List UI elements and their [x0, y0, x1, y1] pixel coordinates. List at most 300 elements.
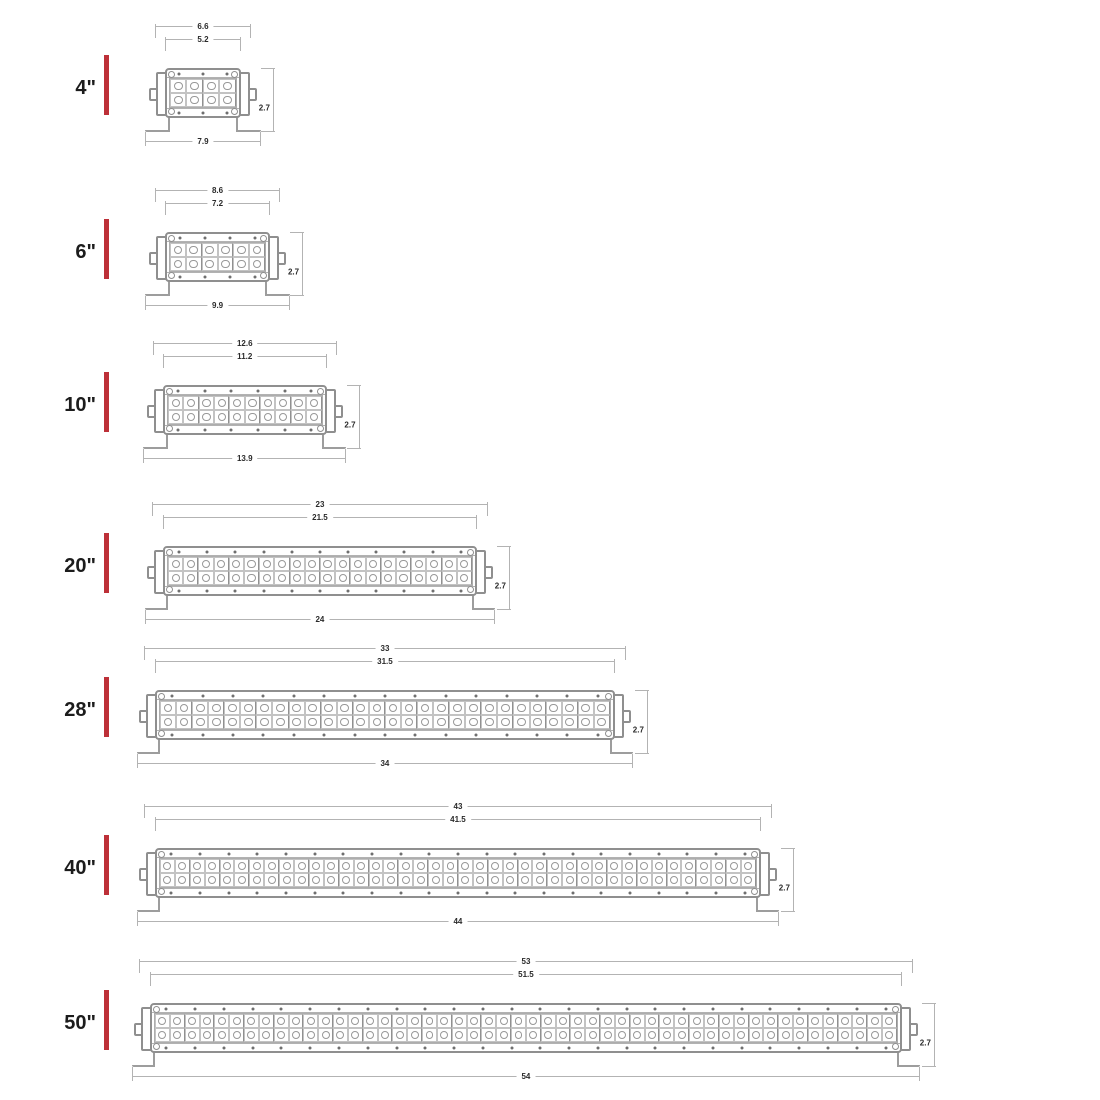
led-cell: [333, 1014, 348, 1028]
led-icon: [264, 399, 272, 407]
led-icon: [415, 574, 423, 582]
led-icon: [308, 704, 317, 713]
led-icon: [178, 876, 186, 884]
frame-bolt-icon: [399, 852, 402, 855]
led-icon: [517, 718, 526, 727]
dim-overall-width-value: 9.9: [207, 301, 228, 310]
led-cell: [726, 873, 741, 887]
frame-bolt-icon: [313, 891, 316, 894]
led-cell: [562, 701, 578, 715]
led-icon: [461, 876, 469, 884]
corner-screw-icon: [166, 425, 173, 432]
led-cell: [214, 410, 229, 424]
led-lens-grid: [167, 395, 323, 425]
frame-bolt-icon: [459, 589, 462, 592]
frame-bolt-icon: [740, 1007, 743, 1010]
led-cell: [704, 1014, 719, 1028]
led-lens-grid: [167, 556, 473, 586]
dim-tick: [494, 610, 495, 624]
led-cell: [407, 1028, 422, 1042]
led-cell: [467, 1028, 482, 1042]
frame-bolt-icon: [342, 852, 345, 855]
led-cell: [592, 859, 607, 873]
led-icon: [196, 704, 205, 713]
led-icon: [453, 718, 462, 727]
led-icon: [730, 862, 738, 870]
frame-bolt-icon: [323, 694, 326, 697]
led-icon: [244, 718, 253, 727]
bottom-frame-strip: [167, 272, 268, 280]
frame-bolt-icon: [485, 891, 488, 894]
frame-bolt-icon: [370, 852, 373, 855]
frame-bolt-icon: [714, 891, 717, 894]
dim-overall-width-line: [143, 454, 346, 464]
led-icon: [618, 1017, 626, 1025]
led-cell: [457, 557, 472, 571]
led-cell: [274, 1028, 289, 1042]
led-cell: [175, 873, 190, 887]
led-icon: [767, 1017, 775, 1025]
dim-tick: [635, 690, 649, 691]
dim-height-line: [919, 1003, 935, 1067]
dim-overall-width-line: [137, 917, 779, 927]
frame-bolt-icon: [353, 733, 356, 736]
led-icon: [218, 413, 226, 421]
led-cell: [289, 1028, 304, 1042]
frame-bolt-icon: [198, 891, 201, 894]
led-cell: [398, 859, 413, 873]
frame-bolt-icon: [414, 694, 417, 697]
led-cell: [208, 715, 224, 729]
frame-bolt-icon: [178, 275, 181, 278]
led-cell: [726, 859, 741, 873]
led-cell: [289, 1014, 304, 1028]
corner-screw-icon: [892, 1043, 899, 1050]
led-icon: [263, 560, 271, 568]
led-cell: [256, 701, 272, 715]
led-cell: [214, 1014, 229, 1028]
frame-bolt-icon: [383, 733, 386, 736]
led-cell: [401, 701, 417, 715]
led-cell: [305, 571, 320, 585]
frame-bolt-icon: [481, 1046, 484, 1049]
led-icon: [700, 876, 708, 884]
led-icon: [476, 862, 484, 870]
dim-tick: [152, 502, 153, 516]
dim-tick: [778, 912, 779, 926]
dim-housing-width-line: [165, 199, 270, 209]
led-cell: [426, 557, 441, 571]
light-bar-drawing: [165, 22, 270, 147]
led-icon: [164, 718, 173, 727]
frame-bolt-icon: [826, 1046, 829, 1049]
frame-bolt-icon: [284, 852, 287, 855]
led-cell: [503, 873, 518, 887]
frame-bolt-icon: [318, 550, 321, 553]
led-cell: [260, 410, 275, 424]
led-icon: [517, 704, 526, 713]
corner-screw-icon: [317, 388, 324, 395]
corner-screw-icon: [231, 71, 238, 78]
led-icon: [203, 1031, 211, 1039]
led-cell: [659, 1028, 674, 1042]
accent-tick: [104, 55, 109, 115]
led-icon: [268, 862, 276, 870]
led-cell: [219, 79, 235, 93]
frame-bolt-icon: [178, 236, 181, 239]
led-icon: [678, 1017, 686, 1025]
frame-bolt-icon: [539, 1007, 542, 1010]
led-cell: [808, 1028, 823, 1042]
led-cell: [321, 715, 337, 729]
led-cell: [190, 859, 205, 873]
led-icon: [405, 718, 414, 727]
led-cell: [306, 410, 321, 424]
led-icon: [173, 1017, 181, 1025]
dim-overall-width-line: [132, 1072, 920, 1082]
frame-bolt-icon: [743, 891, 746, 894]
corner-screw-icon: [168, 235, 175, 242]
led-cell: [290, 557, 305, 571]
frame-bolt-icon: [769, 1046, 772, 1049]
led-cell: [321, 701, 337, 715]
led-cell: [199, 396, 214, 410]
led-icon: [604, 1017, 612, 1025]
led-cell: [838, 1028, 853, 1042]
led-icon: [218, 399, 226, 407]
led-icon: [312, 876, 320, 884]
led-cell: [383, 859, 398, 873]
led-icon: [221, 260, 230, 269]
led-icon: [278, 574, 286, 582]
led-cell: [353, 715, 369, 729]
led-icon: [663, 1017, 671, 1025]
led-icon: [164, 704, 173, 713]
led-cell: [734, 1014, 749, 1028]
frame-bolt-icon: [225, 72, 228, 75]
dim-tick: [261, 131, 275, 132]
led-icon: [357, 862, 365, 870]
frame-bolt-icon: [424, 1007, 427, 1010]
dim-height-line: [494, 546, 510, 610]
led-lens-grid: [169, 78, 237, 108]
frame-bolt-icon: [257, 428, 260, 431]
led-icon: [205, 246, 214, 255]
led-icon: [841, 1017, 849, 1025]
led-icon: [415, 560, 423, 568]
led-icon: [354, 560, 362, 568]
led-icon: [268, 876, 276, 884]
led-icon: [253, 260, 262, 269]
dim-height-value: 2.7: [258, 103, 270, 113]
led-cell: [398, 873, 413, 887]
frame-bolt-icon: [383, 694, 386, 697]
led-icon: [533, 718, 542, 727]
led-cell: [233, 243, 249, 257]
top-frame-strip: [157, 850, 759, 858]
dim-tick: [771, 804, 772, 818]
led-cell: [428, 873, 443, 887]
frame-bolt-icon: [456, 852, 459, 855]
corner-screw-icon: [605, 693, 612, 700]
dim-tick: [487, 502, 488, 516]
led-cell: [711, 859, 726, 873]
led-icon: [247, 560, 255, 568]
dim-bolt-width-value: 53: [517, 957, 536, 966]
led-icon: [233, 1031, 241, 1039]
led-icon: [208, 876, 216, 884]
led-cell: [354, 873, 369, 887]
frame-bolt-icon: [206, 550, 209, 553]
led-icon: [324, 704, 333, 713]
light-bar-drawing: [163, 500, 506, 625]
led-cell: [244, 557, 259, 571]
frame-bolt-icon: [431, 550, 434, 553]
frame-bolt-icon: [571, 852, 574, 855]
led-icon: [324, 718, 333, 727]
led-cell: [192, 701, 208, 715]
dim-housing-width-value: 51.5: [513, 970, 539, 979]
led-icon: [485, 1017, 493, 1025]
dim-height-line: [344, 385, 360, 449]
led-cell: [546, 701, 562, 715]
led-cell: [160, 873, 175, 887]
dim-bolt-width-line: [139, 957, 913, 967]
led-cell: [305, 701, 321, 715]
bottom-frame-strip: [165, 425, 325, 433]
size-label: 50": [64, 1012, 96, 1034]
led-icon: [715, 876, 723, 884]
led-icon: [411, 1017, 419, 1025]
frame-bolt-icon: [628, 852, 631, 855]
led-cell: [369, 873, 384, 887]
led-cell: [244, 571, 259, 585]
led-icon: [178, 862, 186, 870]
led-icon: [253, 862, 261, 870]
led-icon: [460, 560, 468, 568]
bar-housing: [150, 1003, 902, 1053]
led-icon: [308, 574, 316, 582]
led-cell: [291, 396, 306, 410]
led-icon: [310, 413, 318, 421]
frame-bolt-icon: [201, 111, 204, 114]
led-icon: [417, 876, 425, 884]
led-icon: [163, 862, 171, 870]
led-icon: [188, 1031, 196, 1039]
led-icon: [327, 862, 335, 870]
led-cell: [615, 1014, 630, 1028]
led-cell: [452, 1014, 467, 1028]
led-cell: [205, 859, 220, 873]
led-icon: [655, 876, 663, 884]
led-icon: [248, 413, 256, 421]
frame-bolt-icon: [535, 733, 538, 736]
light-bar-drawing: [155, 802, 790, 927]
frame-bolt-icon: [370, 891, 373, 894]
led-icon: [223, 876, 231, 884]
led-icon: [811, 1017, 819, 1025]
led-icon: [476, 876, 484, 884]
led-cell: [259, 1014, 274, 1028]
led-icon: [437, 704, 446, 713]
led-icon: [283, 862, 291, 870]
led-icon: [351, 1031, 359, 1039]
led-icon: [372, 862, 380, 870]
led-cell: [185, 1014, 200, 1028]
dim-tick: [155, 188, 156, 202]
dim-bolt-width-value: 43: [449, 802, 468, 811]
frame-bolt-icon: [475, 694, 478, 697]
size-label: 28": [64, 699, 96, 721]
top-frame-strip: [167, 234, 268, 242]
led-cell: [294, 859, 309, 873]
frame-bolt-icon: [290, 550, 293, 553]
led-cell: [305, 557, 320, 571]
led-cell: [411, 557, 426, 571]
frame-bolt-icon: [375, 589, 378, 592]
led-icon: [782, 1031, 790, 1039]
led-cell: [176, 715, 192, 729]
led-cell: [218, 257, 234, 271]
led-cell: [428, 859, 443, 873]
led-cell: [667, 859, 682, 873]
led-icon: [700, 862, 708, 870]
corner-screw-icon: [166, 586, 173, 593]
led-icon: [298, 876, 306, 884]
led-icon: [292, 1017, 300, 1025]
led-cell: [220, 873, 235, 887]
led-icon: [544, 1017, 552, 1025]
dim-overall-width-line: [145, 301, 290, 311]
led-cell: [443, 859, 458, 873]
led-icon: [212, 718, 221, 727]
led-icon: [238, 876, 246, 884]
led-cell: [203, 93, 219, 107]
led-icon: [189, 246, 198, 255]
led-cell: [407, 1014, 422, 1028]
led-icon: [292, 704, 301, 713]
dim-tick: [139, 959, 140, 973]
led-icon: [202, 560, 210, 568]
frame-bolt-icon: [683, 1046, 686, 1049]
led-icon: [283, 876, 291, 884]
frame-bolt-icon: [395, 1046, 398, 1049]
led-icon: [202, 413, 210, 421]
led-icon: [405, 704, 414, 713]
dim-tick: [781, 848, 795, 849]
led-icon: [506, 862, 514, 870]
frame-bolt-icon: [234, 589, 237, 592]
led-cell: [244, 1028, 259, 1042]
led-cell: [290, 571, 305, 585]
frame-bolt-icon: [884, 1046, 887, 1049]
led-icon: [202, 574, 210, 582]
led-cell: [274, 571, 289, 585]
frame-bolt-icon: [654, 1046, 657, 1049]
led-cell: [160, 701, 176, 715]
led-cell: [457, 571, 472, 585]
led-cell: [339, 859, 354, 873]
led-icon: [426, 1031, 434, 1039]
led-cell: [778, 1014, 793, 1028]
dim-housing-width-value: 7.2: [207, 199, 228, 208]
dim-height-line: [287, 232, 303, 296]
dim-bolt-width-value: 6.6: [192, 22, 213, 31]
dim-tick: [145, 610, 146, 624]
led-cell: [467, 1014, 482, 1028]
frame-bolt-icon: [290, 589, 293, 592]
frame-bolt-icon: [284, 891, 287, 894]
led-cell: [546, 715, 562, 729]
led-icon: [247, 574, 255, 582]
led-cell: [234, 873, 249, 887]
dim-overall-width-line: [145, 137, 260, 147]
corner-screw-icon: [153, 1043, 160, 1050]
size-label: 4": [75, 77, 96, 99]
led-cell: [704, 1028, 719, 1042]
led-icon: [396, 1017, 404, 1025]
dim-overall-width-value: 13.9: [232, 454, 258, 463]
led-icon: [544, 1031, 552, 1039]
led-cell: [353, 701, 369, 715]
led-cell: [392, 1014, 407, 1028]
led-icon: [307, 1031, 315, 1039]
led-cell: [696, 873, 711, 887]
frame-bolt-icon: [203, 236, 206, 239]
led-cell: [190, 873, 205, 887]
bar-housing: [155, 690, 615, 740]
frame-bolt-icon: [262, 589, 265, 592]
led-cell: [396, 571, 411, 585]
led-cell: [458, 859, 473, 873]
led-cell: [496, 1028, 511, 1042]
led-cell: [473, 873, 488, 887]
corner-screw-icon: [153, 1006, 160, 1013]
led-cell: [234, 859, 249, 873]
dim-height-line: [632, 690, 648, 754]
dim-housing-width-line: [165, 35, 241, 45]
led-cell: [369, 859, 384, 873]
led-cell: [224, 715, 240, 729]
frame-bolt-icon: [198, 852, 201, 855]
frame-bolt-icon: [453, 1007, 456, 1010]
led-icon: [158, 1031, 166, 1039]
frame-bolt-icon: [165, 1007, 168, 1010]
led-icon: [336, 1031, 344, 1039]
led-cell: [233, 257, 249, 271]
led-cell: [749, 1028, 764, 1042]
led-cell: [630, 1014, 645, 1028]
led-icon: [188, 1017, 196, 1025]
led-cell: [275, 396, 290, 410]
led-cell: [481, 1014, 496, 1028]
frame-bolt-icon: [313, 852, 316, 855]
led-icon: [221, 246, 230, 255]
led-cell: [203, 79, 219, 93]
corner-screw-icon: [168, 108, 175, 115]
dim-tick: [781, 911, 795, 912]
led-icon: [217, 574, 225, 582]
frame-bolt-icon: [342, 891, 345, 894]
bar-housing: [165, 68, 241, 118]
size-label: 20": [64, 555, 96, 577]
bottom-frame-strip: [157, 730, 613, 738]
led-cell: [562, 873, 577, 887]
led-cell: [170, 257, 186, 271]
led-cell: [763, 1014, 778, 1028]
corner-screw-icon: [231, 108, 238, 115]
led-icon: [327, 876, 335, 884]
